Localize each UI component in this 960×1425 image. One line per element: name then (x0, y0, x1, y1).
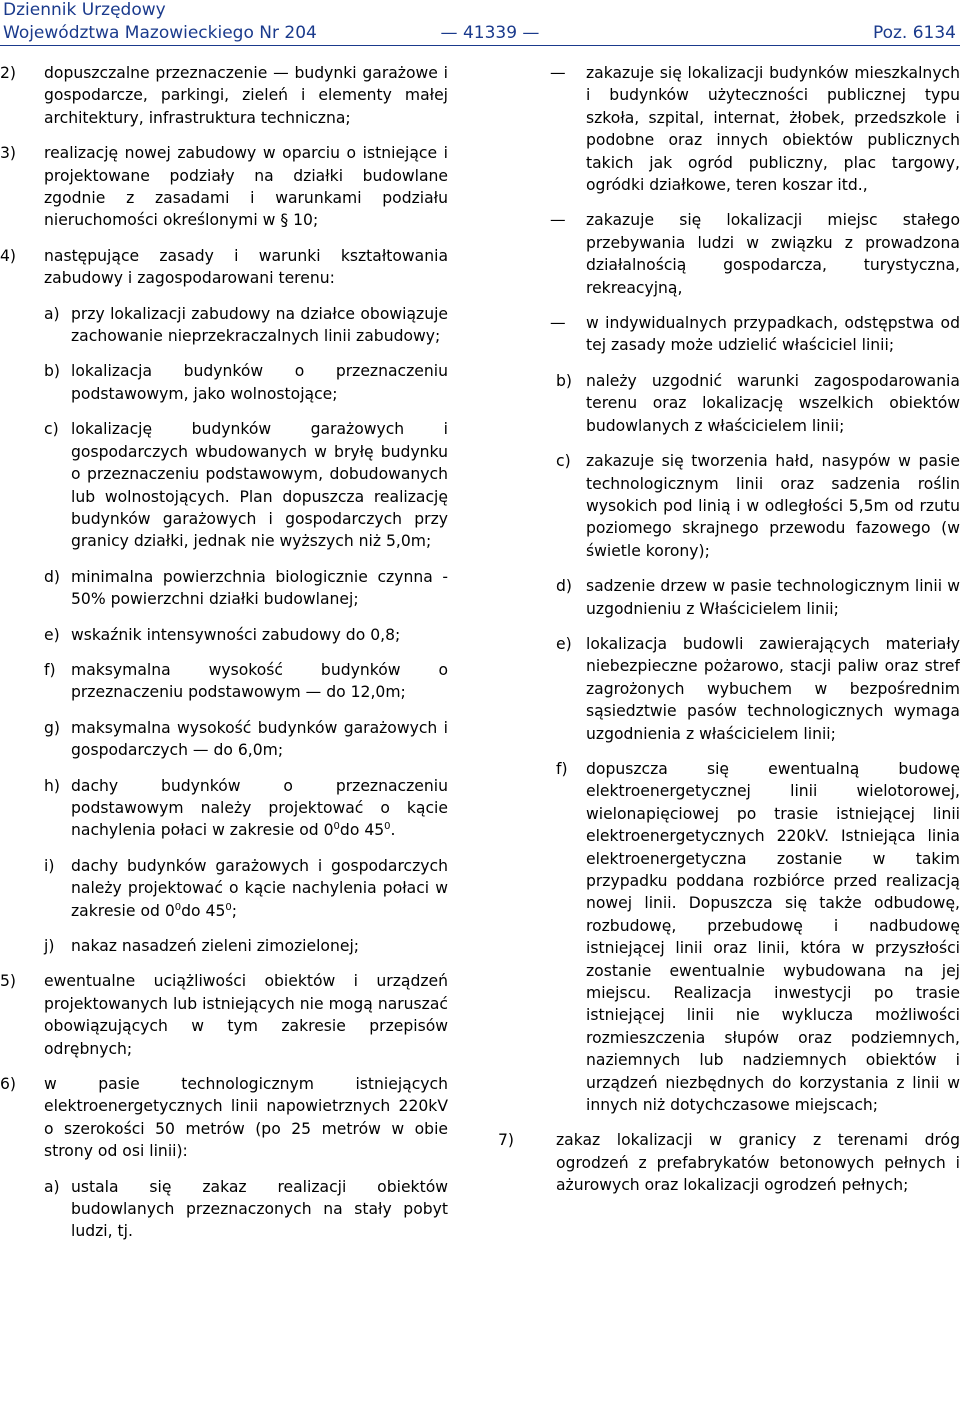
dash-item-2 (494, 209, 960, 299)
left-column (0, 62, 448, 1256)
list-subitem-4b (0, 360, 448, 405)
item-text: w indywidualnych przypadkach, odstępstwa od tej zasady może udzielić właściciel linii; (586, 314, 960, 355)
list-item-5 (0, 970, 448, 1060)
item-marker: 5) (0, 972, 17, 991)
list-subitem-6a (0, 1176, 448, 1243)
item-text: lokalizacja budowli zawierających materiały niebezpieczne pożarowo, stacji paliw oraz stref zagrożonych wybuchem w bezpośrednim sąsiedztwie pasów technologicznych wymaga uzgodnienia z właścicielem linii; (586, 634, 960, 743)
header-divider (0, 45, 960, 46)
list-item-4 (0, 245, 448, 290)
item-text: realizację nowej zabudowy w oparciu o istniejące i projektowane podziały na działki budowlane zgodnie z zasadami i warunkami podziału nieruchomości określonymi w § 10; (44, 144, 448, 230)
degree-superscript: 0 (333, 821, 340, 833)
item-text: dopuszcza się ewentualną budowę elektroenergetycznej linii wielotorowej, wielonapięciowej po trasie istniejącej linii elektroenergetycznych 220kV. Istniejąca linia elektroenergetyczna zostanie w takim przypadku poddana rozbiórce przed realizacją nowej linii. Dopuszcza się także odbudowę, rozbudowę, przebudowę i nadbudowę istniejącej linii oraz linii, która w przyszłości zostanie ewentualnie wybudowana na jej miejscu. Realizacja inwestycji po trasie istniejącej linii nie wyklucza możliwości rozmieszczenia słupów oraz podziemnych, naziemnych lub nadziemnych obiektów i urządzeń niezbędnych do korzystania z linii w innych niż dotychczasowe miejscach; (586, 759, 960, 1115)
list-item-7 (494, 1129, 960, 1196)
item-text: zakazuje się lokalizacji budynków mieszkalnych i budynków użyteczności publicznej typu szkoła, szpital, internat, żłobek, przedszkole i podobne oraz innych obiektów publicznych takich jak ogród publiczny, plac targowy, ogródki działkowe, teren koszar itd., (586, 64, 960, 195)
dash-item-1 (494, 62, 960, 196)
position-number: Poz. 6134 (872, 23, 956, 43)
list-item-3 (0, 142, 448, 232)
item-text: należy uzgodnić warunki zagospodarowania terenu oraz lokalizację wszelkich obiektów budowlanych z właścicielem linii; (586, 371, 960, 435)
list-subitem-6f (494, 758, 960, 1117)
item-text: dopuszczalne przeznaczenie — budynki garażowe i gospodarcze, parkingi, zieleń i elementy małej architektury, infrastruktura techniczna; (44, 64, 448, 127)
dash-marker: — (550, 211, 566, 230)
degree-superscript: 0 (225, 901, 232, 913)
item-marker: c) (44, 420, 59, 439)
item-text: ustala się zakaz realizacji obiektów budowlanych przeznaczonych na stały pobyt ludzi, tj. (71, 1177, 448, 1241)
item-text: lokalizację budynków garażowych i gospodarczych wbudowanych w bryłę budynku o przeznaczeniu podstawowym, dobudowanych lub wolnostojących. Plan dopuszcza realizację budynków garażowych i gospodarczych przy granicy działki, jednak nie wyższych niż 5,0m; (71, 420, 448, 551)
dash-item-3 (494, 312, 960, 357)
list-subitem-4d (0, 566, 448, 611)
item-text: sadzenie drzew w pasie technologicznym linii w uzgodnieniu z Właścicielem linii; (586, 577, 960, 618)
item-marker: 7) (498, 1131, 515, 1150)
item-marker: h) (44, 776, 60, 795)
item-text (71, 855, 448, 922)
list-subitem-6d (494, 575, 960, 620)
item-marker: b) (556, 371, 572, 390)
list-subitem-4c (0, 418, 448, 552)
item-marker: b) (44, 362, 60, 381)
item-marker: d) (556, 577, 572, 596)
list-item-2 (0, 62, 448, 129)
item-text: w pasie technologicznym istniejących elektroenergetycznych linii napowietrznych 220kV o szerokości 50 metrów (po 25 metrów w obie strony od osi linii): (44, 1075, 448, 1161)
item-marker: i) (44, 856, 55, 875)
page-number: — 41339 — (440, 23, 540, 43)
item-marker: 3) (0, 144, 17, 163)
degree-superscript: 0 (174, 901, 182, 913)
item-marker: 6) (0, 1075, 17, 1094)
journal-title: Dziennik Urzędowy (3, 0, 166, 20)
item-text: minimalna powierzchnia biologicznie czynna - 50% powierzchni działki budowlanej; (71, 567, 448, 609)
item-text-part: dachy budynków o przeznaczeniu podstawowym należy projektować o kącie nachylenia połaci w zakresie od 0 (71, 776, 448, 840)
item-marker: 2) (0, 64, 17, 82)
item-marker: a) (44, 1177, 60, 1196)
item-text-part: ; (231, 901, 238, 920)
item-text-part: do 45 (339, 821, 385, 840)
list-subitem-6b (494, 370, 960, 437)
item-marker: d) (44, 567, 60, 586)
item-marker: c) (556, 452, 571, 471)
item-text: maksymalna wysokość budynków garażowych i gospodarczych — do 6,0m; (71, 718, 448, 760)
item-text: następujące zasady i warunki kształtowania zabudowy i zagospodarowani terenu: (44, 246, 448, 288)
item-marker: 4) (0, 246, 17, 265)
item-text: przy lokalizacji zabudowy na działce obowiązuje zachowanie nieprzekraczalnych linii zabudowy; (71, 304, 448, 346)
list-subitem-4a (0, 303, 448, 348)
item-marker: a) (44, 304, 60, 323)
item-text-part: . (390, 821, 396, 840)
item-text-part: dachy budynków garażowych i gospodarczych należy projektować o kącie nachylenia połaci w zakresie od 0 (71, 856, 448, 920)
page-header (0, 0, 960, 48)
list-subitem-4g (0, 717, 448, 762)
item-text: wskaźnik intensywności zabudowy do 0,8; (71, 625, 401, 644)
list-item-6 (0, 1073, 448, 1163)
list-subitem-6c (494, 450, 960, 562)
item-marker: f) (44, 660, 56, 679)
item-text: zakazuje się lokalizacji miejsc stałego przebywania ludzi w związku z prowadzona działalnością gospodarcza, turystyczna, rekreacyjną, (586, 211, 960, 297)
right-column (494, 62, 960, 1210)
dash-marker: — (550, 314, 566, 333)
item-marker: f) (556, 759, 568, 778)
degree-superscript: 0 (384, 821, 391, 833)
list-subitem-4i (0, 855, 448, 922)
item-text: maksymalna wysokość budynków o przeznaczeniu podstawowym — do 12,0m; (71, 660, 448, 702)
list-subitem-4e (0, 624, 448, 646)
dash-marker: — (550, 64, 566, 82)
item-marker: e) (44, 625, 60, 644)
item-text (71, 775, 448, 842)
item-text: ewentualne uciążliwości obiektów i urządzeń projektowanych lub istniejących nie mogą naruszać obowiązujących w tym zakresie przepisów odrębnych; (44, 972, 448, 1058)
item-marker: g) (44, 718, 60, 737)
item-text: nakaz nasadzeń zieleni zimozielonej; (71, 937, 360, 955)
journal-issue: Województwa Mazowieckiego Nr 204 (3, 23, 317, 43)
list-subitem-4j (0, 935, 448, 957)
item-marker: e) (556, 634, 572, 653)
list-subitem-4h (0, 775, 448, 842)
item-marker: j) (44, 937, 55, 955)
item-text: lokalizacja budynków o przeznaczeniu podstawowym, jako wolnostojące; (71, 362, 448, 403)
item-text: zakaz lokalizacji w granicy z terenami dróg ogrodzeń z prefabrykatów betonowych pełnych i ażurowych oraz lokalizacji ogrodzeń pełnych; (556, 1131, 960, 1195)
item-text: zakazuje się tworzenia hałd, nasypów w pasie technologicznym linii oraz sadzenia roślin wysokich pod linią i w odległości 5,5m od rzutu poziomego skrajnego przewodu fazowego (w świetle korony); (586, 452, 960, 560)
item-text-part: do 45 (181, 901, 226, 920)
list-subitem-6e (494, 633, 960, 745)
list-subitem-4f (0, 659, 448, 704)
